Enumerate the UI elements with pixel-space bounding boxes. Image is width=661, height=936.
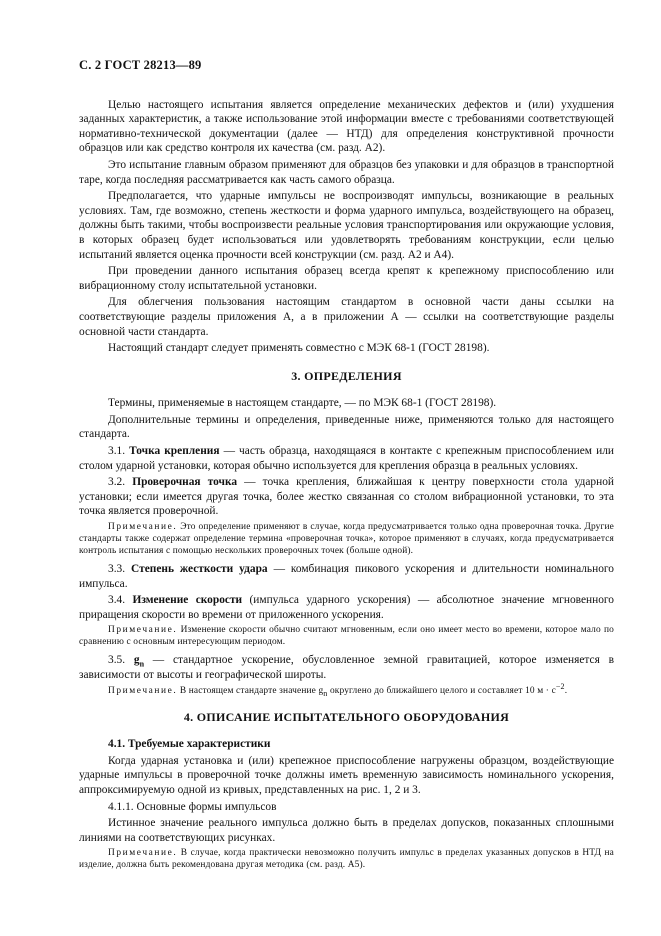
s3-paragraph: Дополнительные термины и определения, приведенные ниже, применяются только для настоящего стандарта. bbox=[79, 413, 614, 441]
definition-number: 3.5. bbox=[108, 654, 126, 667]
intro-paragraph: Предполагается, что ударные импульсы не воспроизводят импульсы, возникающие в реальных условиях. Там, где возможно, степень жесткости и форма ударного импульса, воздействующего на образец, должны быть такими, чтобы воспроизвести реальные условия транспортирования или окружающие условия, в которых образец будет использоваться или удовлетворять требованиям конструкции, если целью испытаний является оценка прочности всей конструкции (см. разд. А2 и А4). bbox=[79, 190, 614, 261]
note-text: Изменение скорости обычно считают мгновенным, если оно имеет место во времени, которое мало по сравнению с основным интересующим периодом. bbox=[79, 625, 614, 648]
intro-paragraph: Настоящий стандарт следует применять совместно с МЭК 68-1 (ГОСТ 28198). bbox=[108, 342, 490, 355]
definition-text: — комбинация пикового ускорения и длительности номинального импульса. bbox=[79, 563, 614, 590]
note-text: В настоящем стандарте значение g bbox=[177, 685, 324, 696]
section-3-title: 3. ОПРЕДЕЛЕНИЯ bbox=[291, 368, 402, 383]
note-text: . bbox=[564, 685, 568, 696]
note-1 bbox=[79, 521, 614, 557]
note-superscript: −2 bbox=[555, 681, 565, 691]
note-text: В случае, когда практически невозможно получить импульс в пределах указанных допусков в НТД на изделие, должна быть рекомендована другая методика (см. разд. А5). bbox=[79, 848, 614, 871]
note-subscript: n bbox=[323, 688, 328, 698]
definition-text: — часть образца, находящаяся в контакте с крепежным приспособлением или столом ударной установки, которая обычно используется для крепления образца в реальных условиях. bbox=[79, 445, 614, 472]
note-2 bbox=[79, 624, 614, 648]
note-label: Примечание. bbox=[108, 625, 178, 636]
definition-term: Проверочная точка bbox=[132, 476, 238, 489]
definition-number: 3.1. bbox=[108, 445, 126, 458]
definition-3-3 bbox=[79, 562, 614, 591]
note-label: Примечание. bbox=[108, 848, 178, 859]
definition-number: 3.3. bbox=[108, 563, 126, 576]
definition-number: 3.2. bbox=[108, 476, 126, 489]
note-text: округлено до ближайшего целого и составляет 10 м · с bbox=[327, 685, 556, 696]
subsection-4-1-title: 4.1. Требуемые характеристики bbox=[108, 738, 271, 751]
note-4 bbox=[79, 847, 614, 871]
note-3 bbox=[79, 681, 614, 698]
note-label: Примечание. bbox=[108, 522, 178, 533]
intro-paragraph: Для облегчения пользования настоящим стандартом в основной части даны ссылки на соответствующие разделы приложения А, а в приложении А — ссылки на соответствующие разделы основной части стандарта. bbox=[79, 296, 614, 338]
definition-text: — точка крепления, ближайшая к центру поверхности стола ударной установки; если имеется другая точка, более жестко связанная со столом вибрационной установки, то эта точка является проверочной. bbox=[79, 476, 614, 518]
s4-paragraph: Когда ударная установка и (или) крепежное приспособление нагружены образцом, воздействующие ударные импульсы в проверочной точке должны иметь временную зависимость номинального ускорения, аппроксимируемую одной из кривых, представленных на рис. 1, 2 и 3. bbox=[79, 754, 614, 796]
term-symbol: g bbox=[133, 654, 140, 667]
definition-3-1 bbox=[79, 444, 614, 473]
intro-paragraph: При проведении данного испытания образец всегда крепят к крепежному приспособлению или вибрационному столу испытательной установки. bbox=[79, 265, 614, 292]
note-label: Примечание. bbox=[108, 685, 178, 696]
note-text: Это определение применяют в случае, когда предусматривается только одна проверочная точка. Другие стандарты также содержат определение термина «проверочная точка», которое применяют в случаях, когда предусматривается контроль испытания с помощью нескольких проверочных точек (больше одной). bbox=[79, 522, 614, 557]
intro-paragraph: Целью настоящего испытания является определение механических дефектов и (или) ухудшения заданных характеристик, а также использование этой информации вместе с требованиями соответствующей нормативно-технической документации (далее — НТД) для определения конструктивной прочности образцов или как средство контроля их качества (см. разд. А2). bbox=[79, 98, 614, 155]
definition-text: (импульса ударного ускорения) — абсолютное значение мгновенного приращения скорости во времени от приложенного ускорения. bbox=[79, 594, 614, 621]
page-header: С. 2 ГОСТ 28213—89 bbox=[79, 58, 202, 72]
section-4-title: 4. ОПИСАНИЕ ИСПЫТАТЕЛЬНОГО ОБОРУДОВАНИЯ bbox=[183, 709, 510, 724]
definition-term: Точка крепления bbox=[129, 445, 220, 458]
definition-text: — стандартное ускорение, обусловленное земной гравитацией, которое изменяется в зависимости от высоты и географической широты. bbox=[79, 654, 614, 681]
definition-term bbox=[133, 654, 145, 669]
s4-paragraph: Истинное значение реального импульса должно быть в пределах допусков, показанных сплошными линиями на соответствующих рисунках. bbox=[79, 817, 614, 844]
subsection-4-1-1-title: 4.1.1. Основные формы импульсов bbox=[108, 800, 277, 813]
intro-paragraph: Это испытание главным образом применяют для образцов без упаковки и для образцов в транспортной таре, когда последняя рассматривается как часть самого образца. bbox=[79, 158, 614, 186]
definition-3-2 bbox=[79, 475, 614, 519]
definition-3-5 bbox=[79, 653, 614, 682]
term-subscript: n bbox=[139, 659, 145, 669]
definition-term: Изменение скорости bbox=[132, 594, 243, 607]
s3-paragraph: Термины, применяемые в настоящем стандарте, — по МЭК 68-1 (ГОСТ 28198). bbox=[108, 397, 497, 410]
definition-3-4 bbox=[79, 593, 614, 622]
definition-number: 3.4. bbox=[108, 594, 126, 607]
definition-term: Степень жесткости удара bbox=[131, 563, 268, 576]
